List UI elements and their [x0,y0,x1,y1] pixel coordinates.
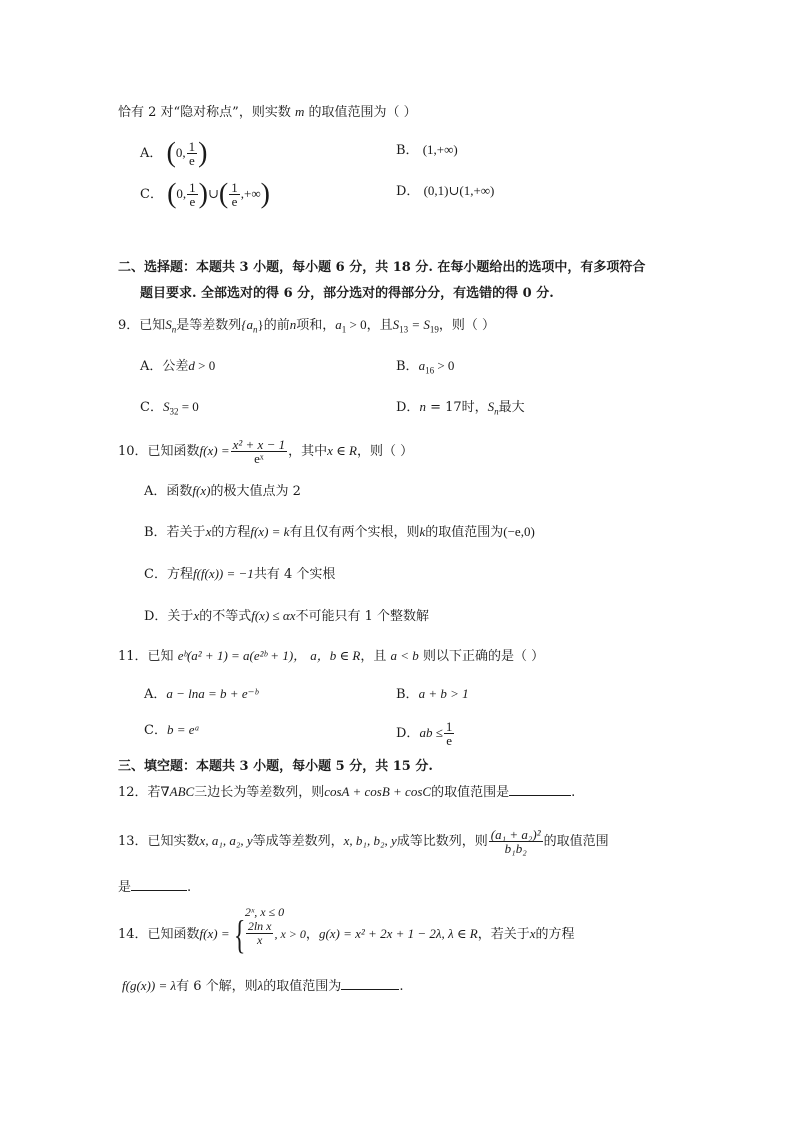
denominator: e [188,153,195,168]
q9-number: 9．已知 [118,318,166,333]
mid: 三边长为等差数列，则 [194,785,325,800]
mid: = 17时， [425,400,488,415]
case-tail: , x > 0 [274,926,306,941]
q9-option-c[interactable] [140,397,199,422]
option-label: D． [396,400,420,415]
q13-stem [118,828,609,855]
option-label: D．关于 [144,609,194,624]
func: f(x) = [199,443,230,458]
q8-stem-tail: 的取值范围为（ ） [308,105,417,120]
text: > 0，且 [346,317,393,332]
q10-option-a[interactable] [144,481,301,502]
triangle: ∇ABC [160,784,195,799]
option-label: C．方程 [144,567,193,582]
mid: 的方程 [211,525,251,540]
sub: 16 [425,365,435,376]
tail: ，若关于 [477,927,530,942]
sep: ， [305,927,319,942]
q10-option-d[interactable] [144,606,429,627]
option-text: 公差 [162,359,189,374]
end: . [399,979,404,994]
tail: > 0 [434,358,455,373]
end: . [187,880,192,895]
mid: 等成等差数列， [252,834,344,849]
q11-option-a[interactable] [144,684,258,705]
option-label: A． [140,146,163,161]
option-label: B． [396,687,419,702]
numerator: 1 [188,139,196,154]
var: x [205,524,212,539]
mid: 成等比数列，则 [396,834,488,849]
tail: 的取值范围是 [431,785,510,800]
sub: n [171,324,177,335]
denominator: x [256,933,263,947]
denominator: e [446,733,452,748]
fraction [229,181,240,208]
q8-option-c[interactable] [140,178,270,210]
var: x [193,608,200,623]
case: 2ˣ, x ≤ 0 [244,905,285,919]
q11-number: 11．已知 [118,649,174,664]
mid: ，且 [360,649,387,664]
q14-number: 14．已知函数 [118,927,200,942]
eq: f(x) = k [250,524,290,539]
section-2-title: 二、选择题：本题共 3 小题，每小题 6 分，共 18 分. 在每小题给出的选项中，有多项符合 [118,260,646,275]
q14-stem-line2 [122,975,403,997]
option-label: B． [396,143,419,158]
left-paren: ( [218,178,229,210]
q9-option-d[interactable] [396,397,525,422]
left-brace: { [233,911,245,957]
lead: 0, [175,145,186,160]
tail: 最大 [498,400,525,415]
left-paren: ( [167,178,177,210]
range: (−e,0) [503,524,535,539]
eq: f(f(x)) = −1 [192,566,254,581]
option-text: (0,1)∪(1,+∞) [423,183,495,198]
q10-option-b[interactable] [144,522,535,543]
q11-option-d[interactable] [396,720,455,747]
eq: eᵇ(a² + 1) = a(e²ᵇ + 1)， [177,648,307,663]
var: a [418,358,426,373]
option-label: B． [396,359,419,374]
denominator: e [231,194,238,209]
q8-option-a[interactable] [140,137,208,169]
fraction [444,720,455,747]
q8-option-d[interactable] [396,181,494,202]
var: d [188,358,195,373]
cond: x ∈ R [327,443,357,458]
q13-number: 13．已知实数 [118,834,200,849]
vars: x, b₁, b₂, y [343,833,397,848]
tail: 的方程 [535,927,575,942]
var: {a [241,317,253,332]
eq: f(g(x)) = λ [122,978,177,993]
sub: n [253,324,258,335]
var: S [162,399,170,414]
eq: f(x) ≤ αx [251,608,296,623]
tail: 的取值范围为 [263,979,342,994]
q14-stem [118,905,575,957]
text: 是 [118,880,132,895]
option-text: ab ≤ [419,725,443,740]
numerator: 1 [189,180,196,195]
var: λ [257,978,264,993]
right-paren: ) [260,178,270,210]
q8-stem-text: 恰有 2 对“隐对称点”，则实数 [118,105,291,120]
numerator: 2ln x [247,919,272,933]
option-label: C． [140,187,163,202]
func: f(x) = [199,926,230,941]
var: x [529,926,536,941]
mid: 的不等式 [199,609,252,624]
vars: x, a₁, a₂, y [199,833,253,848]
tail: 则以下正确的是（ ） [418,649,545,664]
q10-stem [118,438,413,465]
sub: n [494,406,499,417]
mid: 有且仅有两个实根，则 [289,525,420,540]
text: ，其中 [288,444,328,459]
q10-option-c[interactable] [144,564,335,585]
var: = S [408,317,430,332]
answer-blank[interactable] [131,876,187,891]
option-label: A．函数 [144,484,193,499]
func: g(x) = x² + 2x + 1 − 2λ, λ ∈ R [318,926,478,941]
numerator: 1 [445,719,453,734]
sub: 13 [399,324,409,335]
q8-stem [118,102,417,123]
func: f(x) [192,483,211,498]
var: a [335,317,342,332]
end: . [571,785,576,800]
option-label: A． [144,687,167,702]
answer-blank[interactable] [509,781,571,796]
option-label: D． [396,726,420,741]
text: ，则（ ） [438,318,496,333]
q9-stem [118,315,495,340]
denominator: eˣ [254,451,264,466]
numerator: (a₁ + a₂)² [490,827,541,842]
text: }的前 [257,317,290,332]
sub: 1 [341,324,347,335]
right-paren: ) [198,137,208,169]
tail: ,+∞ [240,186,261,201]
option-text: a + b > 1 [418,686,469,701]
section-3-title: 三、填空题：本题共 3 小题，每小题 5 分，共 15 分. [118,759,433,774]
cond: a，b ∈ R [310,648,361,663]
option-label: C． [140,400,163,415]
var: n [419,399,426,414]
option-text: a − lna = b + e⁻ᵇ [166,686,258,701]
numerator: x² + x − 1 [232,437,286,452]
text: ，则（ ） [356,444,414,459]
tail: 的极大值点为 2 [210,484,301,499]
tail: 的取值范围为 [425,525,504,540]
tail: > 0 [194,358,216,373]
right-paren: ) [198,178,208,210]
case [245,920,306,947]
text: 是等差数列 [176,318,242,333]
sub: 19 [429,324,439,335]
var: S [165,317,172,332]
q9-option-a[interactable] [140,356,215,377]
denominator: b₁b₂ [504,841,527,856]
var: S [392,317,400,332]
tail: 的取值范围 [543,834,609,849]
expr: cosA + cosB + cosC [324,784,432,799]
cond: a < b [390,648,419,663]
q9-option-b[interactable] [396,356,454,381]
var: S [487,399,495,414]
option-label: C． [144,723,167,738]
text: 项和， [296,318,336,333]
lead: 0, [176,186,187,201]
left-paren: ( [166,137,176,169]
fraction [187,181,198,208]
q11-option-c[interactable] [144,720,200,741]
q12-number: 12．若 [118,785,161,800]
mid: 有 6 个解，则 [176,979,258,994]
tail: = 0 [178,399,199,414]
q8-option-b[interactable] [396,140,458,161]
fraction [187,140,198,167]
piecewise [244,905,306,947]
q10-number: 10．已知函数 [118,444,200,459]
answer-blank[interactable] [341,975,399,990]
q11-stem [118,646,544,667]
q12-stem [118,781,575,803]
fraction [489,828,543,855]
option-label: A． [140,359,163,374]
option-text: (1,+∞) [422,142,458,157]
var: k [419,524,426,539]
tail: 共有 4 个实根 [253,567,336,582]
tail: 不可能只有 1 个整数解 [295,609,430,624]
denominator: e [189,194,196,209]
var: n [289,317,297,332]
numerator: 1 [231,180,238,195]
option-text: b = eᵃ [166,722,200,737]
q11-option-b[interactable] [396,684,469,705]
section-2-title-cont: 题目要求. 全部选对的得 6 分，部分选对的得部分分，有选错的得 0 分. [140,286,554,301]
option-label: B．若关于 [144,525,206,540]
q13-stem-line2 [118,876,191,898]
q8-var: m [294,104,305,119]
union-symbol: ∪ [208,186,219,201]
option-label: D． [396,184,420,199]
fraction [246,920,274,947]
sub: 32 [169,406,179,417]
fraction [231,438,287,465]
